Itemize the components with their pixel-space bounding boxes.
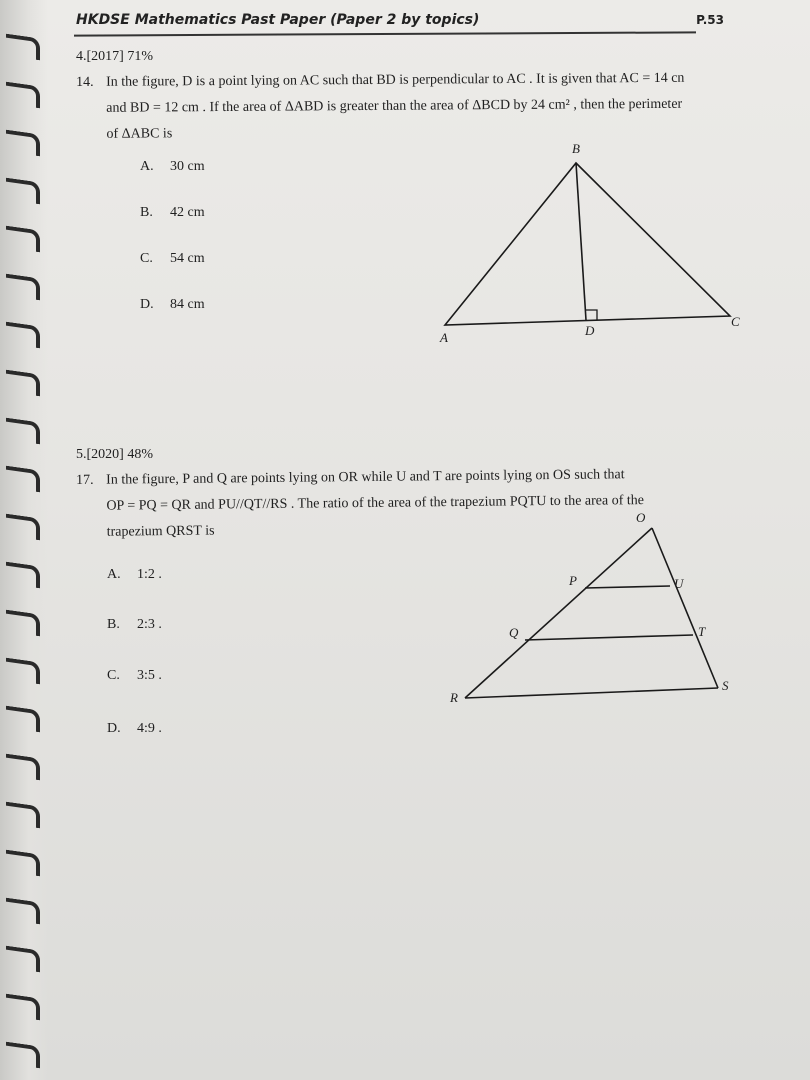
option-text: 4:9 . bbox=[137, 721, 162, 736]
option-letter: A. bbox=[107, 567, 121, 582]
page-number: P.53 bbox=[696, 13, 724, 27]
option-text: 3:5 . bbox=[137, 668, 162, 683]
header-title: HKDSE Mathematics Past Paper (Paper 2 by topics) bbox=[76, 12, 480, 28]
option-letter: B. bbox=[107, 617, 120, 632]
stem-line: trapezium QRST is bbox=[106, 523, 215, 540]
question-number: 17. bbox=[76, 472, 94, 488]
option-text: 30 cm bbox=[170, 159, 205, 174]
line-qt bbox=[525, 635, 693, 640]
label-q: Q bbox=[509, 625, 519, 640]
stem-line: In the figure, P and Q are points lying on OR while U and T are points lying on OS such that bbox=[106, 467, 625, 488]
line-pu bbox=[585, 586, 670, 588]
label-t: T bbox=[698, 624, 706, 639]
option-letter: C. bbox=[140, 251, 153, 266]
label-b: B bbox=[572, 141, 580, 156]
stem-line: OP = PQ = QR and PU//QT//RS . The ratio of the area of the trapezium PQTU to the area of the bbox=[106, 493, 645, 514]
line-or bbox=[465, 528, 652, 698]
option-text: 1:2 . bbox=[137, 567, 162, 582]
option-text: 54 cm bbox=[170, 251, 205, 266]
option-letter: A. bbox=[140, 159, 154, 174]
option-letter: C. bbox=[107, 668, 120, 683]
option-text: 2:3 . bbox=[137, 617, 162, 632]
question-source: 4.[2017] 71% bbox=[76, 49, 153, 64]
stem-line: of ΔABC is bbox=[106, 126, 173, 142]
stem-line: In the figure, D is a point lying on AC such that BD is perpendicular to AC . It is given that AC = 14 cn bbox=[106, 70, 685, 90]
label-s: S bbox=[722, 678, 729, 693]
label-d: D bbox=[585, 323, 595, 338]
line-rs bbox=[465, 688, 718, 698]
label-r: R bbox=[450, 690, 458, 705]
question-number: 14. bbox=[76, 74, 94, 90]
option-letter: D. bbox=[107, 721, 121, 736]
label-a: A bbox=[440, 330, 448, 345]
option-text: 42 cm bbox=[170, 205, 205, 220]
label-u: U bbox=[674, 576, 684, 591]
label-p: P bbox=[569, 573, 577, 588]
question-source: 5.[2020] 48% bbox=[76, 447, 153, 462]
option-letter: B. bbox=[140, 205, 153, 220]
line-os bbox=[652, 528, 718, 688]
label-c: C bbox=[731, 314, 740, 329]
option-letter: D. bbox=[140, 297, 154, 312]
label-o: O bbox=[636, 510, 646, 525]
option-text: 84 cm bbox=[170, 297, 205, 312]
stem-line: and BD = 12 cm . If the area of ΔABD is greater than the area of ΔBCD by 24 cm² , then the perimeter bbox=[106, 96, 683, 116]
